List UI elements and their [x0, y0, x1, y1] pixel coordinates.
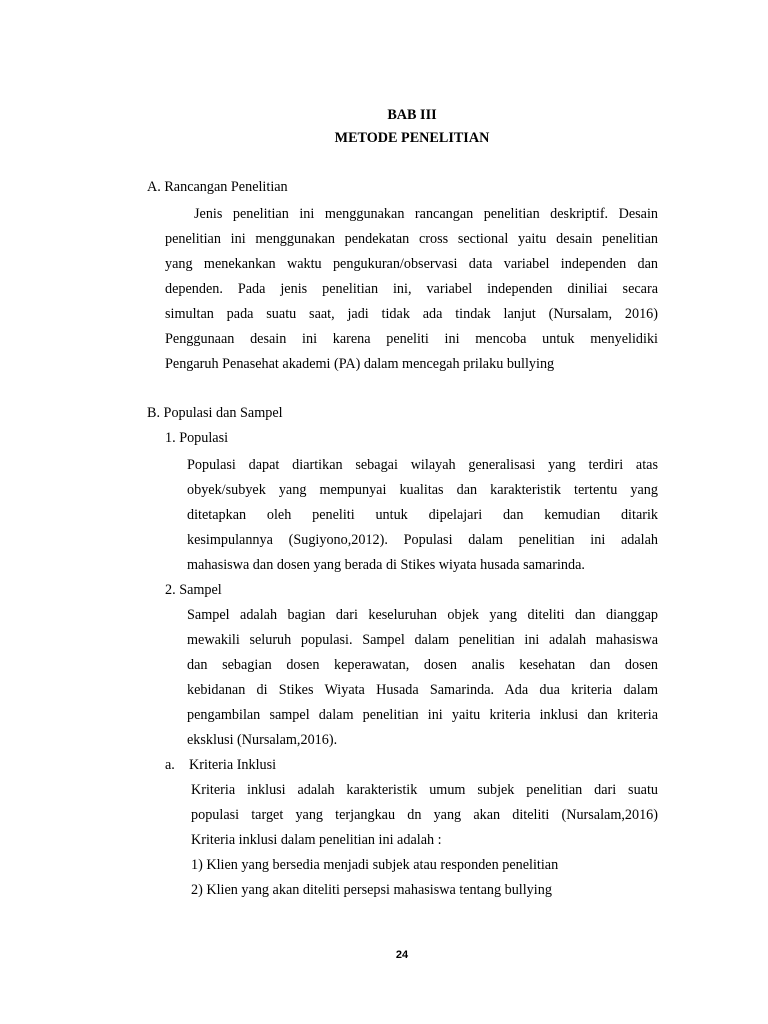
section-b-heading: B. Populasi dan Sampel — [147, 405, 283, 421]
sampel-line: Sampel adalah bagian dari keseluruhan objek yang diteliti dan dianggap — [187, 607, 658, 623]
sampel-heading: 2. Sampel — [165, 582, 222, 598]
inklusi-list-item: 2) Klien yang akan diteliti persepsi mahasiswa tentang bullying — [191, 882, 552, 898]
section-a-line: Jenis penelitian ini menggunakan rancangan penelitian deskriptif. Desain — [194, 206, 658, 222]
sampel-line: eksklusi (Nursalam,2016). — [187, 732, 338, 748]
populasi-line: ditetapkan oleh peneliti untuk dipelajari dan kemudian ditarik — [187, 507, 658, 523]
section-a-line: simultan pada suatu saat, jadi tidak ada tindak lanjut (Nursalam, 2016) — [165, 306, 658, 322]
page-title: METODE PENELITIAN — [334, 130, 490, 146]
inklusi-line: Kriteria inklusi dalam penelitian ini adalah : — [191, 832, 442, 848]
page-number: 24 — [395, 949, 409, 961]
section-a-line: yang menekankan waktu pengukuran/observasi data variabel independen dan — [165, 256, 658, 272]
section-a-line: Pengaruh Penasehat akademi (PA) dalam mencegah prilaku bullying — [165, 356, 555, 372]
inklusi-list-item: 1) Klien yang bersedia menjadi subjek atau responden penelitian — [191, 857, 559, 873]
populasi-line: kesimpulannya (Sugiyono,2012). Populasi dalam penelitian ini adalah — [187, 532, 658, 548]
populasi-line: mahasiswa dan dosen yang berada di Stikes wiyata husada samarinda. — [187, 557, 585, 573]
populasi-heading: 1. Populasi — [165, 430, 229, 446]
populasi-line: obyek/subyek yang mempunyai kualitas dan karakteristik tertentu yang — [187, 482, 658, 498]
inklusi-line: Kriteria inklusi adalah karakteristik umum subjek penelitian dari suatu — [191, 782, 658, 798]
sampel-line: kebidanan di Stikes Wiyata Husada Samarinda. Ada dua kriteria dalam — [187, 682, 658, 698]
sampel-line: dan sebagian dosen keperawatan, dosen analis kesehatan dan dosen — [187, 657, 658, 673]
sampel-line: pengambilan sampel dalam penelitian ini yaitu kriteria inklusi dan kriteria — [187, 707, 658, 723]
inklusi-heading: a. Kriteria Inklusi — [165, 757, 277, 773]
sampel-line: mewakili seluruh populasi. Sampel dalam penelitian ini adalah mahasiswa — [187, 632, 658, 648]
section-a-heading: A. Rancangan Penelitian — [147, 179, 288, 195]
section-a-line: penelitian ini menggunakan pendekatan cross sectional yaitu desain penelitian — [165, 231, 658, 247]
section-a-line: dependen. Pada jenis penelitian ini, variabel independen diniliai secara — [165, 281, 658, 297]
chapter-label: BAB III — [387, 107, 437, 123]
inklusi-line: populasi target yang terjangkau dn yang akan diteliti (Nursalam,2016) — [191, 807, 658, 823]
populasi-line: Populasi dapat diartikan sebagai wilayah generalisasi yang terdiri atas — [187, 457, 658, 473]
section-a-line: Penggunaan desain ini karena peneliti ini mencoba untuk menyelidiki — [165, 331, 658, 347]
